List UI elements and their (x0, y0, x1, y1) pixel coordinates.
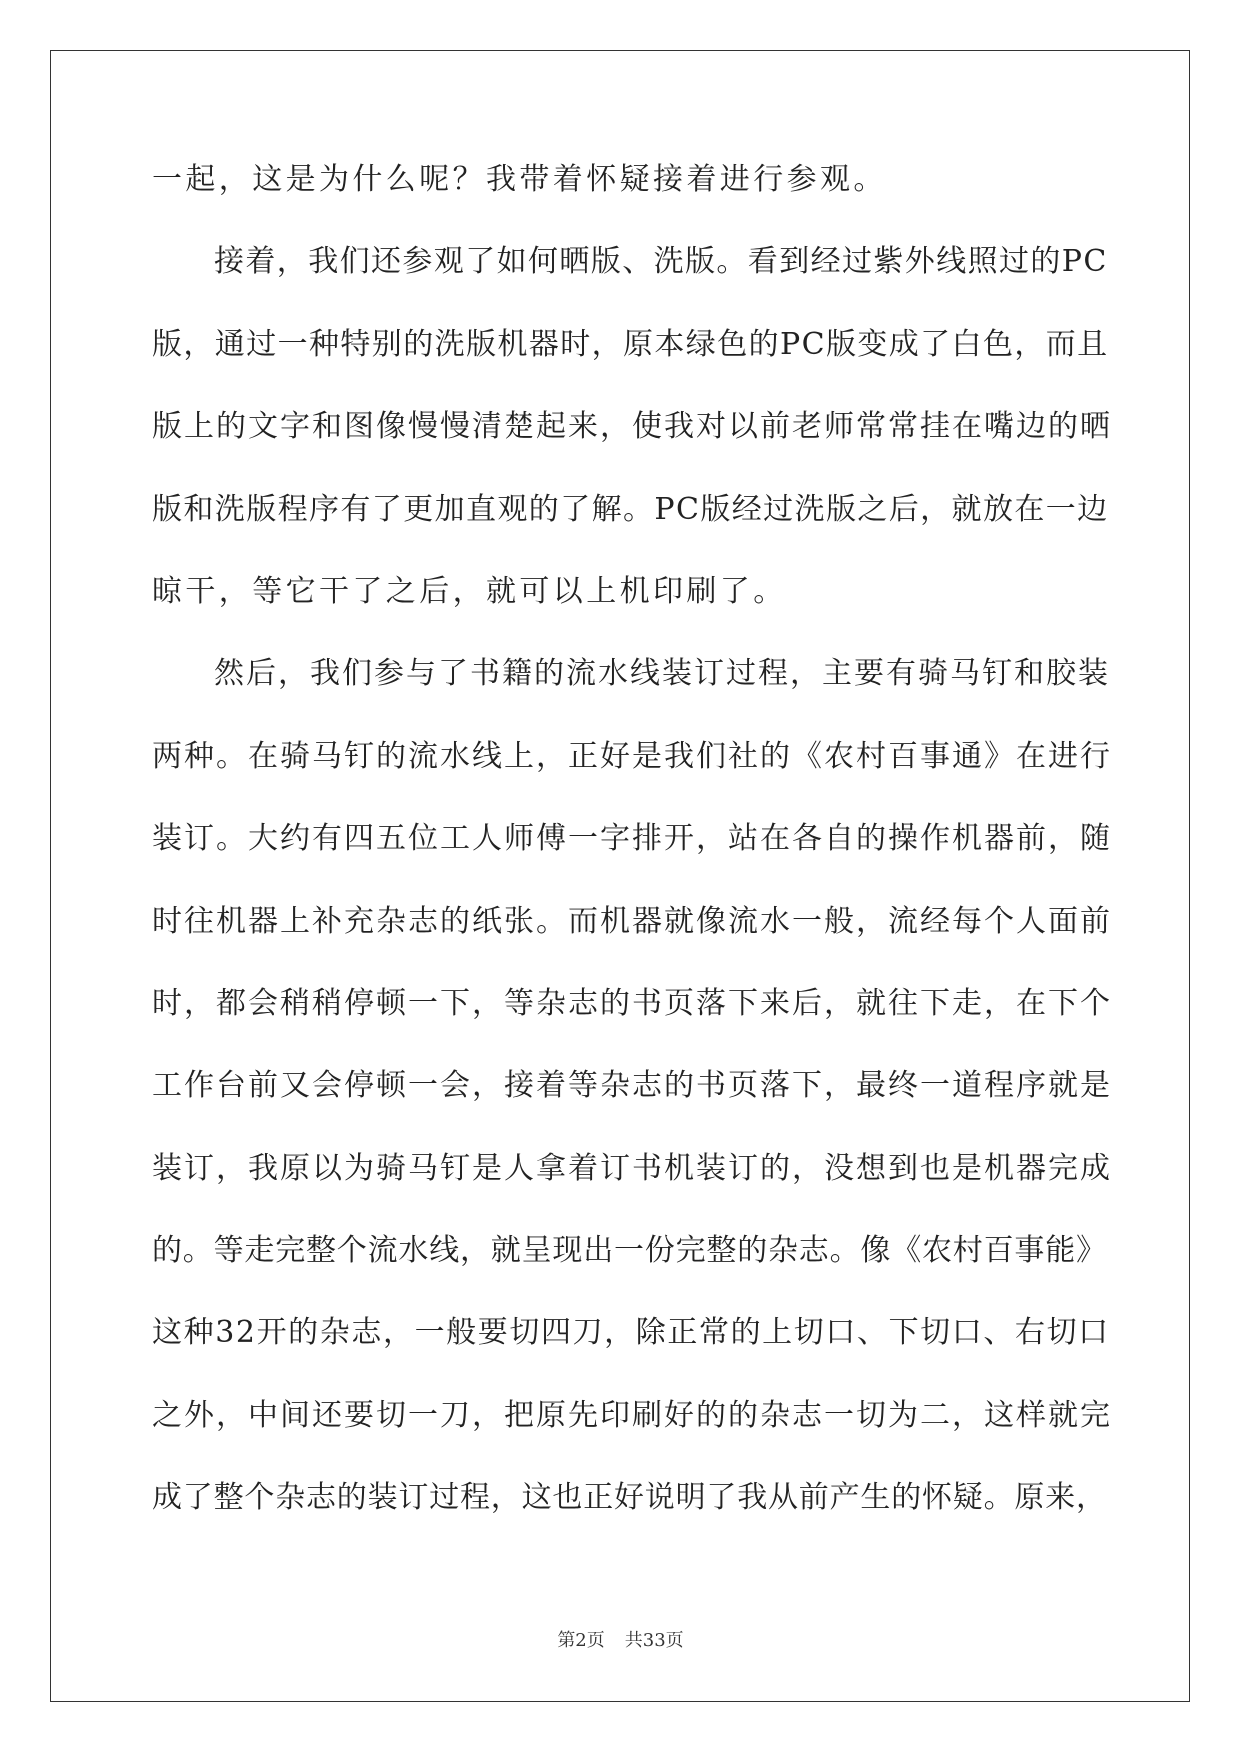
page-footer (0, 1626, 1241, 1652)
text-line-1: 一起，这是为什么呢？我带着怀疑接着进行参观。 (152, 162, 887, 197)
text-line-9: 装订。大约有四五位工人师傅一字排开，站在各自的操作机器前，随 (152, 821, 1112, 857)
text-line-15: 这种32开的杂志，一般要切四刀，除正常的上切口、下切口、右切口 (152, 1315, 1110, 1351)
document-body (152, 160, 1112, 1561)
text-line-2: 接着，我们还参观了如何晒版、洗版。看到经过紫外线照过的PC (214, 244, 1108, 280)
text-line-6: 晾干，等它干了之后，就可以上机印刷了。 (152, 573, 787, 609)
text-line-12: 工作台前又会停顿一会，接着等杂志的书页落下，最终一道程序就是 (152, 1068, 1112, 1104)
text-line-17: 成了整个杂志的装订过程，这也正好说明了我从前产生的怀疑。原来， (152, 1480, 1107, 1516)
page-total: 共33页 (624, 1630, 684, 1651)
text-line-14: 的。等走完整个流水线，就呈现出一份完整的杂志。像《农村百事能》 (152, 1233, 1107, 1269)
text-line-5: 版和洗版程序有了更加直观的了解。PC版经过洗版之后，就放在一边 (152, 491, 1109, 527)
text-line-7: 然后，我们参与了书籍的流水线装订过程，主要有骑马钉和胶装 (214, 656, 1110, 692)
text-line-16: 之外，中间还要切一刀，把原先印刷好的的杂志一切为二，这样就完 (152, 1397, 1112, 1433)
page-number: 第2页 (557, 1630, 605, 1651)
text-line-4: 版上的文字和图像慢慢清楚起来，使我对以前老师常常挂在嘴边的晒 (152, 409, 1112, 445)
text-line-8: 两种。在骑马钉的流水线上，正好是我们社的《农村百事通》在进行 (152, 738, 1112, 774)
text-line-13: 装订，我原以为骑马钉是人拿着订书机装订的，没想到也是机器完成 (152, 1150, 1112, 1186)
text-line-10: 时往机器上补充杂志的纸张。而机器就像流水一般，流经每个人面前 (152, 903, 1112, 939)
text-line-11: 时，都会稍稍停顿一下，等杂志的书页落下来后，就往下走，在下个 (152, 985, 1112, 1021)
text-line-3: 版，通过一种特别的洗版机器时，原本绿色的PC版变成了白色，而且 (152, 326, 1109, 362)
